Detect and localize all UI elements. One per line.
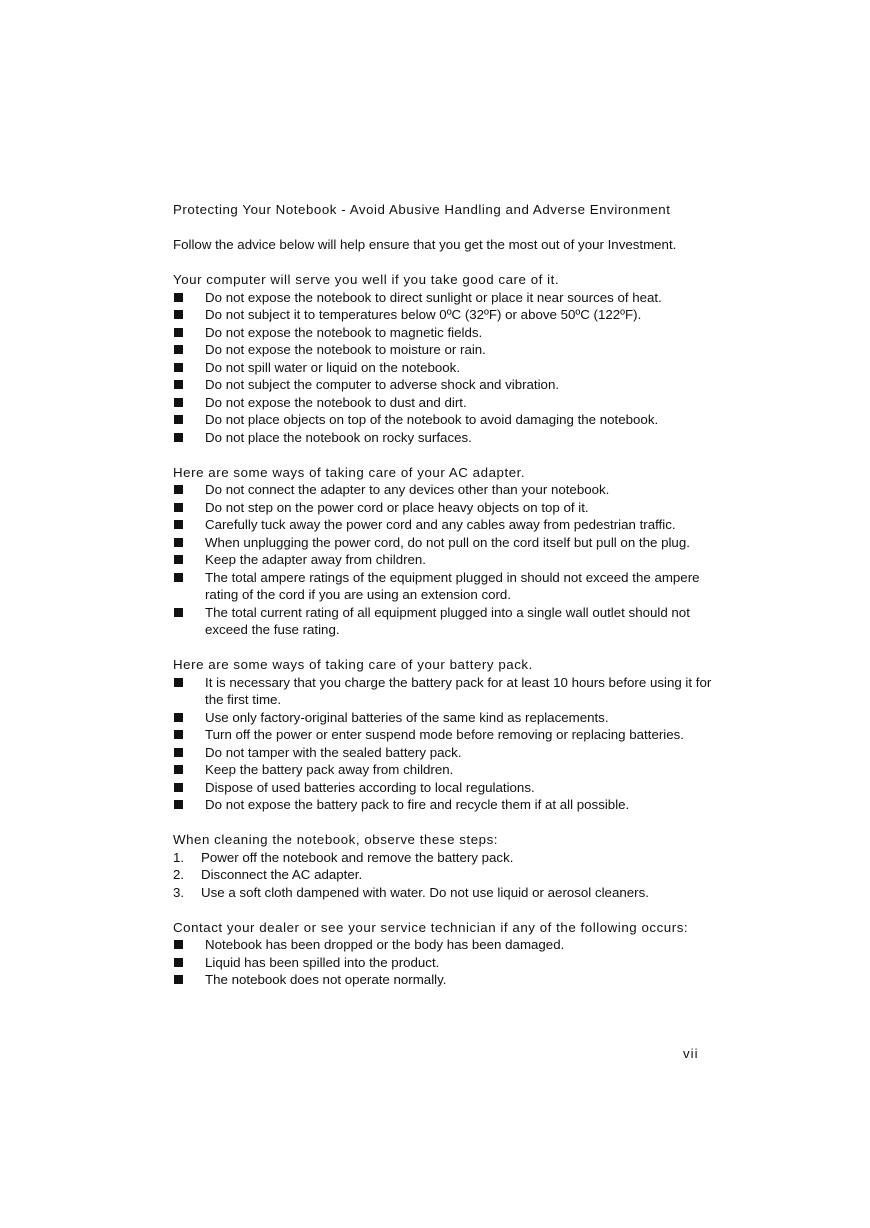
bullet-square-icon [174, 380, 183, 389]
bullet-square-icon [174, 958, 183, 967]
step-number: 1. [173, 849, 185, 865]
bullet-square-icon [174, 765, 183, 774]
bullet-square-icon [174, 293, 183, 302]
bullet-square-icon [174, 345, 183, 354]
bullet-square-icon [174, 608, 183, 617]
list-item: Use only factory-original batteries of the same kind as replacements. [173, 709, 718, 727]
cleaning-steps-list [173, 849, 718, 902]
bullet-square-icon [174, 783, 183, 792]
bullet-square-icon [174, 415, 183, 424]
bullet-square-icon [174, 328, 183, 337]
ac-adapter-list [173, 481, 718, 639]
bullet-square-icon [174, 398, 183, 407]
bullet-square-icon [174, 555, 183, 564]
list-item: Do not expose the notebook to magnetic fields. [173, 324, 718, 342]
section-heading-cleaning: When cleaning the notebook, observe these steps: [173, 832, 499, 847]
list-item: Do not tamper with the sealed battery pack. [173, 744, 718, 762]
bullet-square-icon [174, 678, 183, 687]
list-item: Liquid has been spilled into the product. [173, 954, 718, 972]
list-item: Do not place objects on top of the notebook to avoid damaging the notebook. [173, 411, 718, 429]
page-number: vii [683, 1046, 699, 1061]
list-item: Do not expose the notebook to moisture or rain. [173, 341, 718, 359]
list-item: Do not expose the notebook to direct sunlight or place it near sources of heat. [173, 289, 718, 307]
step-item: 1. Power off the notebook and remove the battery pack. [173, 849, 514, 865]
computer-care-list [173, 289, 718, 447]
list-item: Turn off the power or enter suspend mode before removing or replacing batteries. [173, 726, 718, 744]
bullet-square-icon [174, 310, 183, 319]
bullet-square-icon [174, 485, 183, 494]
bullet-square-icon [174, 573, 183, 582]
section-heading-battery-pack: Here are some ways of taking care of your battery pack. [173, 657, 533, 672]
list-item: Notebook has been dropped or the body has been damaged. [173, 936, 718, 954]
list-item: Do not step on the power cord or place heavy objects on top of it. [173, 499, 718, 517]
section-heading-computer-care: Your computer will serve you well if you take good care of it. [173, 272, 560, 287]
list-item: The notebook does not operate normally. [173, 971, 718, 989]
bullet-square-icon [174, 503, 183, 512]
step-item: 2. Disconnect the AC adapter. [173, 867, 363, 882]
bullet-square-icon [174, 730, 183, 739]
list-item: Do not subject the computer to adverse shock and vibration. [173, 376, 718, 394]
page-title: Protecting Your Notebook - Avoid Abusive Handling and Adverse Environment [173, 202, 671, 217]
bullet-square-icon [174, 433, 183, 442]
list-item: Do not expose the battery pack to fire and recycle them if at all possible. [173, 796, 718, 814]
bullet-square-icon [174, 940, 183, 949]
list-item: The total ampere ratings of the equipment plugged in should not exceed the ampere rating of the cord if you are using an extension cord. [173, 569, 718, 604]
list-item: It is necessary that you charge the battery pack for at least 10 hours before using it for the first time. [173, 674, 718, 709]
bullet-square-icon [174, 975, 183, 984]
list-item: The total current rating of all equipment plugged into a single wall outlet should not exceed the fuse rating. [173, 604, 718, 639]
intro-paragraph: Follow the advice below will help ensure that you get the most out of your Investment. [173, 237, 677, 252]
bullet-square-icon [174, 538, 183, 547]
list-item: Dispose of used batteries according to local regulations. [173, 779, 718, 797]
section-heading-contact: Contact your dealer or see your service technician if any of the following occurs: [173, 919, 689, 935]
list-item: When unplugging the power cord, do not pull on the cord itself but pull on the plug. [173, 534, 718, 552]
manual-page [173, 201, 718, 989]
list-item: Keep the adapter away from children. [173, 551, 718, 569]
list-item: Do not subject it to temperatures below 0ºC (32ºF) or above 50ºC (122ºF). [173, 306, 718, 324]
bullet-square-icon [174, 520, 183, 529]
list-item: Do not place the notebook on rocky surfaces. [173, 429, 718, 447]
contact-list [173, 936, 718, 989]
section-heading-ac-adapter: Here are some ways of taking care of your AC adapter. [173, 464, 526, 480]
step-number: 2. [173, 867, 185, 882]
bullet-square-icon [174, 363, 183, 372]
bullet-square-icon [174, 800, 183, 809]
list-item: Do not expose the notebook to dust and dirt. [173, 394, 718, 412]
list-item: Do not spill water or liquid on the notebook. [173, 359, 718, 377]
bullet-square-icon [174, 713, 183, 722]
list-item: Do not connect the adapter to any devices other than your notebook. [173, 481, 718, 499]
bullet-square-icon [174, 748, 183, 757]
battery-pack-list [173, 674, 718, 814]
list-item: Carefully tuck away the power cord and any cables away from pedestrian traffic. [173, 516, 718, 534]
list-item: Keep the battery pack away from children. [173, 761, 718, 779]
step-number: 3. [173, 884, 185, 900]
step-item: 3. Use a soft cloth dampened with water. Do not use liquid or aerosol cleaners. [173, 884, 649, 900]
